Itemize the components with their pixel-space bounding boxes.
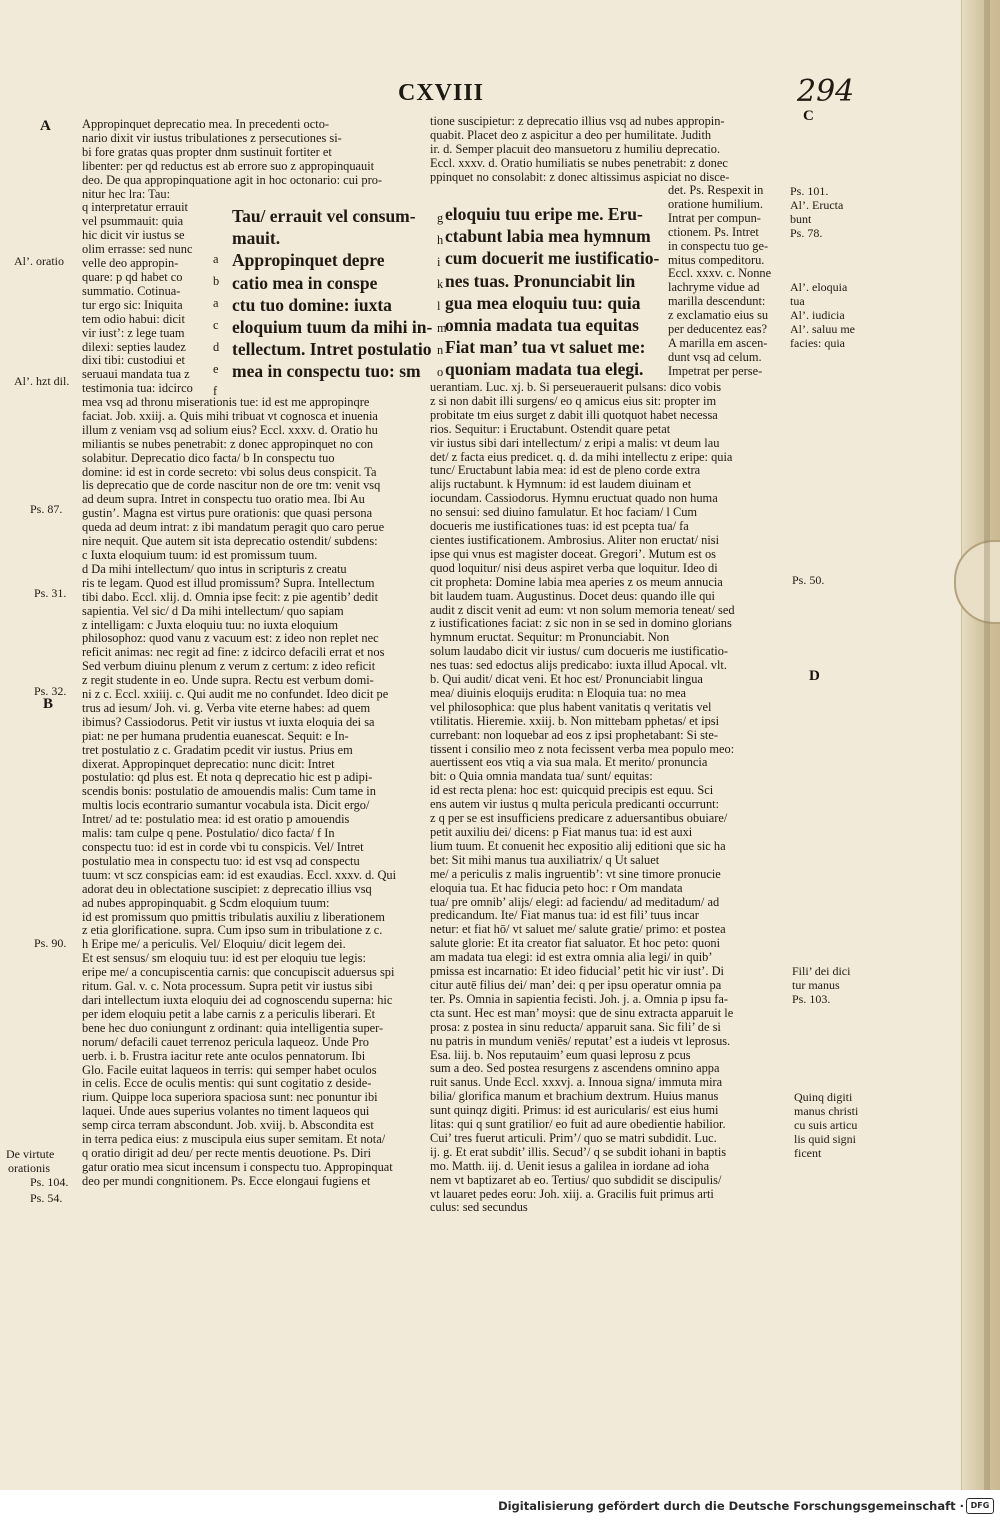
text-line: cit propheta: Domine labia mea aperies z os meum annucia — [430, 574, 723, 589]
text-line: prosa: z postea in sinu reducta/ apparuit sana. Sic fili’ de si — [430, 1019, 721, 1034]
text-line: q oratio dirigit ad deu/ per recte mentis deuotione. Ps. Diri — [82, 1145, 372, 1160]
text-line: tua/ pre omnib’ alijs/ elegi: ad faciendu/ ad meditadum/ ad — [430, 894, 720, 909]
text-line: b. Qui audit/ dicat veni. Et hoc est/ Pronunciabit lingua — [430, 672, 703, 687]
text-line: tuum: vt scz conspicias eam: id est exaudias. Eccl. xxxv. d. Qui — [82, 867, 397, 882]
right-column-top — [430, 115, 729, 185]
gloss-letter: n — [437, 343, 444, 357]
text-line: Sed verbum diuinu plenum z verum z certum: z ideo reficit — [82, 659, 376, 674]
psalm-line: Appropinquet depre — [232, 250, 385, 271]
text-line: tur ergo sic: Iniquita — [82, 297, 183, 312]
text-line: pmissa est incarnatio: Et ideo fiducial’ petit hic vir iust’. Di — [430, 964, 724, 979]
text-line: Cui’ tres fuerut articuli. Prim’/ quo se matri subdidit. Luc. — [430, 1130, 717, 1145]
text-line: A marilla em ascen- — [668, 335, 768, 350]
text-line: vtilitatis. Hieremie. xxiij. b. Non mittebam pphetas/ et ipsi — [430, 713, 720, 728]
psalm-line: ctu tuo domine: iuxta — [232, 294, 392, 315]
text-line: tissent i consilio meo z nota fecissent verba mea populo meo: — [430, 741, 735, 756]
text-line: me/ a periculis z malis ingruentib’: vt sine timore pronucie — [430, 866, 721, 881]
margin-note-right: Al’. Eructa — [790, 198, 844, 212]
text-line: lachryme vidue ad — [668, 280, 760, 295]
text-line: olim errasse: sed nunc — [82, 242, 193, 257]
text-line: Intrat per compun- — [668, 210, 761, 225]
text-line: norum/ defacili cauet terrenoz pericula laqueoz. Unde Pro — [82, 1034, 369, 1049]
gloss-letter: g — [437, 211, 444, 225]
page-tab — [954, 540, 1000, 624]
margin-note-right: bunt — [790, 212, 812, 226]
text-line: gustin’. Magna est virtus pure orationis: que quasi persona — [82, 506, 373, 521]
text-line: Impetrat per perse- — [668, 363, 763, 378]
margin-note-right: Ps. 78. — [790, 226, 823, 240]
gloss-letter: i — [437, 255, 441, 269]
text-line: tunc/ Eructabunt labia mea: id est de pleno corde extra — [430, 463, 701, 478]
text-line: z regit studente in eo. Unde supra. Rectu est verbum domi- — [82, 673, 374, 688]
text-line: bit laudem tuam. Augustinus. Docet deus: quando ille qui — [430, 588, 715, 603]
margin-note-left: Ps. 32. — [34, 684, 67, 698]
text-line: bet: Sit mihi manus tua auxiliatrix/ q Ut saluet — [430, 852, 660, 867]
margin-note-right: tua — [790, 294, 805, 308]
text-line: ipse qui vnus est magister doceat. Gregori’. Mutum est os — [430, 546, 716, 561]
gloss-letter: a — [213, 296, 219, 310]
binding-shadow — [984, 0, 990, 1490]
section-marker-a: A — [40, 118, 51, 134]
text-line: nario dixit vir iustus tribulationes z persecutiones si- — [82, 130, 342, 145]
text-line: ni z c. Eccl. xxiiij. c. Qui audit me no confundet. Ideo dicit pe — [82, 687, 389, 702]
text-line: Et est sensus/ sm eloquiu tuu: id est per eloquiu tue legis: — [82, 951, 366, 966]
text-line: mo. Matth. iij. d. Uenit iesus a galilea in iordane ad ioha — [430, 1158, 710, 1173]
text-line: tem odio habui: dicit — [82, 311, 185, 326]
psalm-line: Tau/ errauit vel consum- — [232, 206, 416, 226]
text-line: culus: sed secundus — [430, 1200, 528, 1215]
gloss-letter: a — [213, 252, 219, 266]
text-line: mea vsq ad thronu miserationis tue: id est me appropinqre — [82, 395, 370, 409]
text-line: dari intellectum iuxta eloquiu dei ad cognoscendu superna: hic — [82, 992, 393, 1007]
text-line: ibimus? Cassiodorus. Petit vir iustus vt iuxta eloquia dei sa — [82, 714, 375, 729]
margin-note-right: cu suis articu — [794, 1118, 858, 1132]
text-line: queda ad deum intrat: z ibi mandatum peragit quo caro perue — [82, 520, 385, 535]
text-line: tione suscipietur: z deprecatio illius vsq ad nubes appropin- — [430, 114, 725, 128]
text-line: rium. Quippe loca superiora spaciosa sunt: nec ponuntur ibi — [82, 1090, 378, 1105]
text-line: iocundam. Cassiodorus. Hymnu eructuat quado non huma — [430, 491, 718, 506]
gloss-letters-right — [437, 207, 447, 383]
margin-note-right: Fili’ dei dici — [792, 964, 851, 978]
text-line: quod loquitur/ nisi deus aspiret verba que loquitur. Ideo di — [430, 560, 718, 575]
psalm-line: omnia madata tua equitas — [445, 315, 639, 336]
text-line: deo per mundi congnitionem. Ps. Ecce elongaui fugiens et — [82, 1173, 371, 1188]
margin-note-right: Ps. 101. — [790, 184, 829, 198]
text-line: h Eripe me/ a periculis. Vel/ Eloquiu/ dicit legem dei. — [82, 937, 346, 952]
gloss-letter: d — [213, 340, 220, 354]
page-edge — [961, 0, 1000, 1490]
text-line: per deducentez eas? — [668, 322, 768, 337]
psalm-line: nes tuas. Pronunciabit lin — [445, 270, 636, 291]
text-line: Esa. liij. b. Nos reputauim’ eum quasi leprosu z pcus — [430, 1047, 691, 1062]
text-line: cientes iustificationem. Ambrosius. Aliter non eructat/ nisi — [430, 532, 720, 547]
margin-note-right: tur manus — [792, 978, 840, 992]
margin-note-left: Ps. 54. — [30, 1191, 63, 1205]
text-line: dunt vsq ad celum. — [668, 349, 762, 364]
text-line: philosophoz: quod vanu z vacuum est: z ideo non replet nec — [82, 631, 379, 646]
text-line: quare: p qd habet co — [82, 269, 183, 284]
folio-number: 294 — [797, 74, 855, 109]
text-line: eloquia tua. Et hac fiducia peto hoc: r Om mandata — [430, 880, 683, 895]
text-line: no sensui: sed diuino famulatur. Et hoc faciam/ l Cum — [430, 505, 698, 520]
text-line: petit auxiliu dei/ dicens: p Fiat manus tua: id est auxi — [430, 825, 693, 839]
text-line: in conspectu tuo ge- — [668, 238, 769, 253]
text-line: q interpretatur errauit — [82, 200, 188, 215]
text-line: cta sunt. Hec est man’ moysi: que de sinu extracta apparuit le — [430, 1005, 734, 1020]
gloss-letter: o — [437, 365, 444, 379]
text-line: tibi dabo. Eccl. xlij. d. Omnia ipse fecit: z pie agentib’ dedit — [82, 589, 379, 604]
text-line: litas: qui q sunt gratilior/ eo fuit ad aure obedientie habilior. — [430, 1117, 726, 1132]
psalm-line: tellectum. Intret postulatio — [232, 339, 432, 360]
text-line: id est promissum quo pmittis tribulatis auxiliu z liberationem — [82, 909, 385, 924]
text-line: lium tuum. Et conuenit hec expositio alij editioni que sic ha — [430, 838, 726, 853]
text-line: in celis. Ecce de oculis mentis: qui sunt cogitatio z deside- — [82, 1076, 372, 1091]
margin-note-left: Al’. oratio — [14, 254, 64, 268]
text-line: c Iuxta eloquium tuum: id est promissum tuum. — [82, 547, 318, 562]
margin-note-right: facies: quia — [790, 336, 845, 350]
text-line: z exclamatio eius su — [668, 308, 769, 323]
text-line: ens autem vir iustus q multa pericula predicanti occurrunt: — [430, 797, 720, 812]
text-line: libenter: per qd reductus est ab errore suo z appropinquauit — [82, 158, 375, 173]
text-line: z etia glorificatione. supra. Cum ipso sum in tribulatione z c. — [82, 923, 383, 938]
text-line: trus ad iesum/ Joh. vi. g. Verba vite eterne habes: ad quem — [82, 700, 371, 715]
gloss-letters-center — [213, 248, 219, 402]
text-line: sapientia. Vel sic/ d Da mihi intellectum/ quo sapiam — [82, 603, 344, 618]
text-line: piat: ne per humana prudentia euanescat. Sequit: e In- — [82, 728, 349, 743]
text-line: Eccl. xxxv. c. Nonne — [668, 266, 772, 281]
margin-note-left: Ps. 90. — [34, 936, 67, 950]
text-line: ctionem. Ps. Intret — [668, 224, 759, 239]
margin-note-right: Al’. saluu me — [790, 322, 855, 336]
text-line: solum laudabo dicit vir iustus/ cum docueris me iustificatio- — [430, 644, 729, 659]
psalm-line: gua mea eloquiu tuu: quia — [445, 292, 641, 313]
text-line: velle deo appropin- — [82, 256, 179, 271]
text-line: solabitur. Deprecatio dico facta/ b In conspectu tuo — [82, 450, 335, 465]
text-line: uerantiam. Luc. xj. b. Si perseuerauerit pulsans: dico vobis — [430, 380, 722, 394]
text-line: vt lauaret pedes eoru: Joh. xiij. a. Gracilis fuit primus arti — [430, 1186, 714, 1201]
text-line: docueris me iustificationes tuas: id est pcepta tua/ fa — [430, 519, 689, 534]
text-line: quabit. Placet deo z aspicitur a deo per humilitate. Judith — [430, 127, 712, 142]
text-line: hic dicit vir iustus se — [82, 228, 185, 243]
text-line: am madata tua elegi: id est extra omnia alia legi/ in quib’ — [430, 950, 713, 965]
text-line: netur: et fiat hō/ vt saluet me/ salute gratie/ primo: et postea — [430, 922, 726, 937]
text-line: det/ z facta eius predicet. q. d. da mihi intellectu z eripe: quia — [430, 449, 733, 464]
text-line: eripe me/ a concupiscentia carnis: que concupiscit aduersus spi — [82, 965, 395, 980]
text-line: testimonia tua: idcirco — [82, 381, 193, 396]
text-line: illum z veniam vsq ad solium eius? Eccl. xxxv. d. Oratio hu — [82, 422, 378, 437]
text-line: sunt quinqz digiti. Primus: id est auricularis/ est eius humi — [430, 1103, 719, 1118]
margin-note-left: Ps. 104. — [30, 1175, 69, 1189]
gloss-letter: f — [213, 384, 218, 398]
psalm-line: Fiat man’ tua vt saluet me: — [445, 337, 646, 358]
text-line: z intelligam: c Juxta eloquiu tuu: no iuxta eloquium — [82, 617, 339, 632]
text-line: mea/ diuinis eloquijs erudita: n Eloquia tua: no mea — [430, 685, 687, 700]
gloss-letter: m — [437, 321, 447, 335]
psalm-line: ctabunt labia mea hymnum — [445, 226, 651, 247]
gloss-letter: b — [213, 274, 220, 288]
psalm-line: eloquiu tuu eripe me. Eru- — [445, 204, 643, 224]
text-line: dixi tibi: custodiui et — [82, 353, 185, 368]
running-head: CXVIII — [398, 80, 485, 106]
text-line: conspectu tuo: id est in corde vbi tu conspicis. Vel/ Intret — [82, 840, 364, 854]
text-line: z q per se est insufficiens predicare z aduersantibus obuiare/ — [430, 811, 728, 826]
funding-notice: Digitalisierung gefördert durch die Deutsche Forschungsgemeinschaft · — [498, 1499, 964, 1513]
right-column-body — [430, 381, 735, 1215]
margin-note-left: De virtute — [6, 1147, 55, 1161]
text-line: oratione humilium. — [668, 196, 763, 211]
text-line: Eccl. xxxv. d. Oratio humiliatis se nubes penetrabit: z donec — [430, 155, 728, 170]
text-line: vel psummauit: quia — [82, 214, 184, 229]
text-line: dilexi: septies laudez — [82, 339, 186, 354]
text-line: scendis bonis: postulatio de amouendis malis: Cum tame in — [82, 784, 376, 799]
margin-note-right: Al’. eloquia — [790, 280, 848, 294]
text-line: audit z discit venit ad eum: vt non solum memoria teneat/ sed — [430, 602, 735, 617]
text-line: predicandum. Ite/ Fiat manus tua: id est fili’ tuus incar — [430, 908, 699, 923]
text-line: ir. d. Semper placuit deo mansuetoru z humiliu deprecatio. — [430, 141, 721, 156]
section-marker-b: B — [43, 696, 54, 712]
psalm-line: eloquium tuum da mihi in- — [232, 317, 433, 338]
text-line: laquei. Unde aues superius volantes no timent laqueos qui — [82, 1104, 370, 1119]
text-line: seruaui mandata tua z — [82, 367, 190, 382]
text-line: auertissent eos vtiq a via sua mala. Et merito/ pronuncia — [430, 755, 708, 770]
text-line: probitate tm eius surget z dabit illi quotquot habet necessa — [430, 407, 718, 422]
psalm-text-right — [445, 203, 660, 381]
text-line: ruit sanus. Unde Eccl. xxxvj. a. Innoua signa/ immuta mira — [430, 1075, 723, 1090]
text-line: vir iustus sibi dari intellectum/ z eripi a malis: vt deum lau — [430, 435, 720, 450]
text-line: bit: o Quia omnia mandata tua/ sunt/ equitas: — [430, 769, 653, 784]
text-line: ter. Ps. Omnia in sapientia fecisti. Joh. j. a. Omnia p ipsu fa- — [430, 991, 729, 1006]
text-line: per idem eloquiu petit a labe carnis z a periculis liberari. Et — [82, 1006, 376, 1021]
text-line: z si non dabit illi surgens/ eo q amicus eius sit: propter im — [430, 393, 717, 408]
gloss-letter: l — [437, 299, 441, 313]
text-line: Intret/ ad te: postulatio mea: id est oratio p amouendis — [82, 812, 350, 827]
margin-note-right: ficent — [794, 1146, 822, 1160]
text-line: postulatio mea in conspectu tuo: id est vsq ad conspectu — [82, 853, 360, 868]
margin-note-right: Ps. 103. — [792, 992, 831, 1006]
text-line: rios. Sequitur: i Eructabunt. Ostendit quare petat — [430, 421, 671, 436]
margin-note-right: Ps. 50. — [792, 573, 825, 587]
text-line: Appropinquet deprecatio mea. In precedenti octo- — [82, 117, 330, 131]
text-line: d Da mihi intellectum/ quo intus in scripturis z creatu — [82, 561, 347, 576]
text-line: currebant: non loquebar ad eos z ipsi prophetabant: Si ste- — [430, 727, 718, 742]
text-line: multis locis econtrario sumantur vocabula ista. Dicit ergo/ — [82, 798, 370, 813]
text-line: adorat deu in oblectatione suscipiet: z deprecatio illius vsq — [82, 881, 372, 896]
text-line: miliantis se nubes penetrabit: z donec appropinquet no con — [82, 436, 374, 451]
margin-note-right: Quinq digiti — [794, 1090, 853, 1104]
text-line: malis: tam culpe q pene. Postulatio/ dico facta/ f In — [82, 826, 335, 841]
text-line: sum a deo. Sed postea resurgens z ascendens omnino appa — [430, 1061, 720, 1076]
psalm-line: mea in conspectu tuo: sm — [232, 361, 421, 382]
text-line: citur autē filius dei/ man’ dei: q per ipsu operatur omnia pa — [430, 977, 722, 992]
right-column-narrow — [668, 184, 771, 379]
text-line: vel philosophica: que plus habent vanitatis q veritatis vel — [430, 699, 712, 714]
text-line: lis deprecatio que de corde nascitur non de ore tm: venit vsq — [82, 478, 381, 493]
psalm-text-left — [232, 205, 432, 383]
text-line: tret postulatio z c. Gradatim pcedit vir iustus. Prius em — [82, 742, 353, 757]
text-line: bilia/ glorifica manum et brachium dextrum. Huius manus — [430, 1089, 719, 1104]
psalm-line: catio mea in conspe — [232, 272, 378, 293]
text-line: z iustificationes faciat: z sic non in se sed in domino glorians — [430, 616, 732, 631]
gloss-letter: k — [437, 277, 444, 291]
dfg-logo-icon: DFG — [966, 1498, 994, 1514]
text-line: Glo. Facile euitat laqueos in terris: qui semper habet oculos — [82, 1062, 377, 1077]
margin-note-right: manus christi — [794, 1104, 859, 1118]
text-line: nitur hec lra: Tau: — [82, 186, 171, 201]
margin-note-left: Ps. 87. — [30, 502, 63, 516]
text-line: domine: id est in corde secreto: vbi solus deus conspicit. Ta — [82, 464, 377, 479]
text-line: faciat. Job. xxiij. a. Quis mihi tribuat vt cognosca et inuenia — [82, 408, 378, 423]
section-marker-c: C — [803, 108, 814, 124]
text-line: dixerat. Appropinquet deprecatio: nunc dicit: Intret — [82, 756, 335, 771]
text-line: alijs ructabunt. k Hymnum: id est laudem diuinam et — [430, 477, 692, 492]
text-line: ritum. Gal. v. c. Nota processum. Supra petit vir iustus sibi — [82, 979, 373, 994]
text-line: mitus compeditoru. — [668, 252, 765, 267]
left-column-body — [82, 396, 396, 1189]
text-line: vir iust’: z lege tuam — [82, 325, 185, 340]
text-line: ad nubes appropinquabit. g Scdm eloquium tuum: — [82, 895, 330, 910]
text-line: bi fore gratas quas propter dnm sustinuit fortiter et — [82, 144, 332, 159]
text-line: semp circa terram abscondunt. Job. xviij. b. Abscondita est — [82, 1118, 374, 1133]
text-line: nire nequit. Que autem sit ista deprecatio ostendit/ subdens: — [82, 534, 378, 549]
text-line: salute glorie: Et ita creator fiat saluator. Et hoc peto: quoni — [430, 936, 721, 951]
psalm-line: cum docuerit me iustificatio- — [445, 248, 660, 269]
margin-note-right: Al’. iudicia — [790, 308, 845, 322]
text-line: ij. g. Et erat subdit’ illis. Secud’/ q se subdit iohani in baptis — [430, 1144, 727, 1159]
margin-note-left: orationis — [8, 1161, 50, 1175]
psalm-line: quoniam madata tua elegi. — [445, 359, 644, 380]
gloss-letter: e — [213, 362, 219, 376]
gloss-letter: c — [213, 318, 219, 332]
text-line: ppinquet no consolabit: z donec altissimus aspiciat no disce- — [430, 169, 730, 184]
text-line: bene hec duo coniungunt z ordinant: quia intelligentia super- — [82, 1020, 384, 1035]
text-line: summatio. Cotinua- — [82, 283, 181, 298]
text-line: postulatio: qd plus est. Et nota q deprecatio hic est p adipi- — [82, 770, 373, 785]
margin-note-right: lis quid signi — [794, 1132, 857, 1146]
margin-note-left: Ps. 31. — [34, 586, 67, 600]
margin-note-left: Al’. hzt dil. — [14, 374, 70, 388]
text-line: det. Ps. Respexit in — [668, 183, 764, 197]
text-line: marilla descendunt: — [668, 294, 766, 309]
text-line: ris te legam. Quod est illud promissum? Supra. Intellectum — [82, 575, 375, 590]
text-line: nes tuas: sed edoctus alijs predicabo: iuxta illud Apocal. vlt. — [430, 658, 727, 673]
footer-bar — [0, 1490, 1000, 1523]
text-line: hymnum eructat. Sequitur: m Pronunciabit. Non — [430, 630, 670, 645]
text-line: uerb. i. b. Frustra iacitur rete ante oculos pennatorum. Ibi — [82, 1048, 366, 1063]
psalm-line: mauit. — [232, 228, 281, 249]
text-line: ad deum supra. Intret in conspectu tuo oratio mea. Ibi Au — [82, 492, 365, 507]
text-line: reficit animas: nec regit ad fine: z idcirco defacili errat et nos — [82, 645, 385, 660]
text-line: nem vt baptizaret ab eo. Tertius/ quo subdidit se discipulis/ — [430, 1172, 722, 1187]
text-line: nu patris in mundum veniēs/ reputat’ est a iudeis vt leprosus. — [430, 1033, 731, 1048]
text-line: in terra pedica eius: z muscipula eius super semitam. Et nota/ — [82, 1132, 386, 1147]
section-marker-d: D — [809, 668, 820, 684]
text-line: deo. De qua appropinquatione agit in hoc octonario: cui pro- — [82, 172, 383, 187]
text-line: id est recta plena: hoc est: quicquid precipis est equu. Sci — [430, 783, 714, 798]
text-line: gatur oratio mea sicut incensum i conspectu tuo. Appropinquat — [82, 1159, 393, 1174]
gloss-letter: h — [437, 233, 444, 247]
